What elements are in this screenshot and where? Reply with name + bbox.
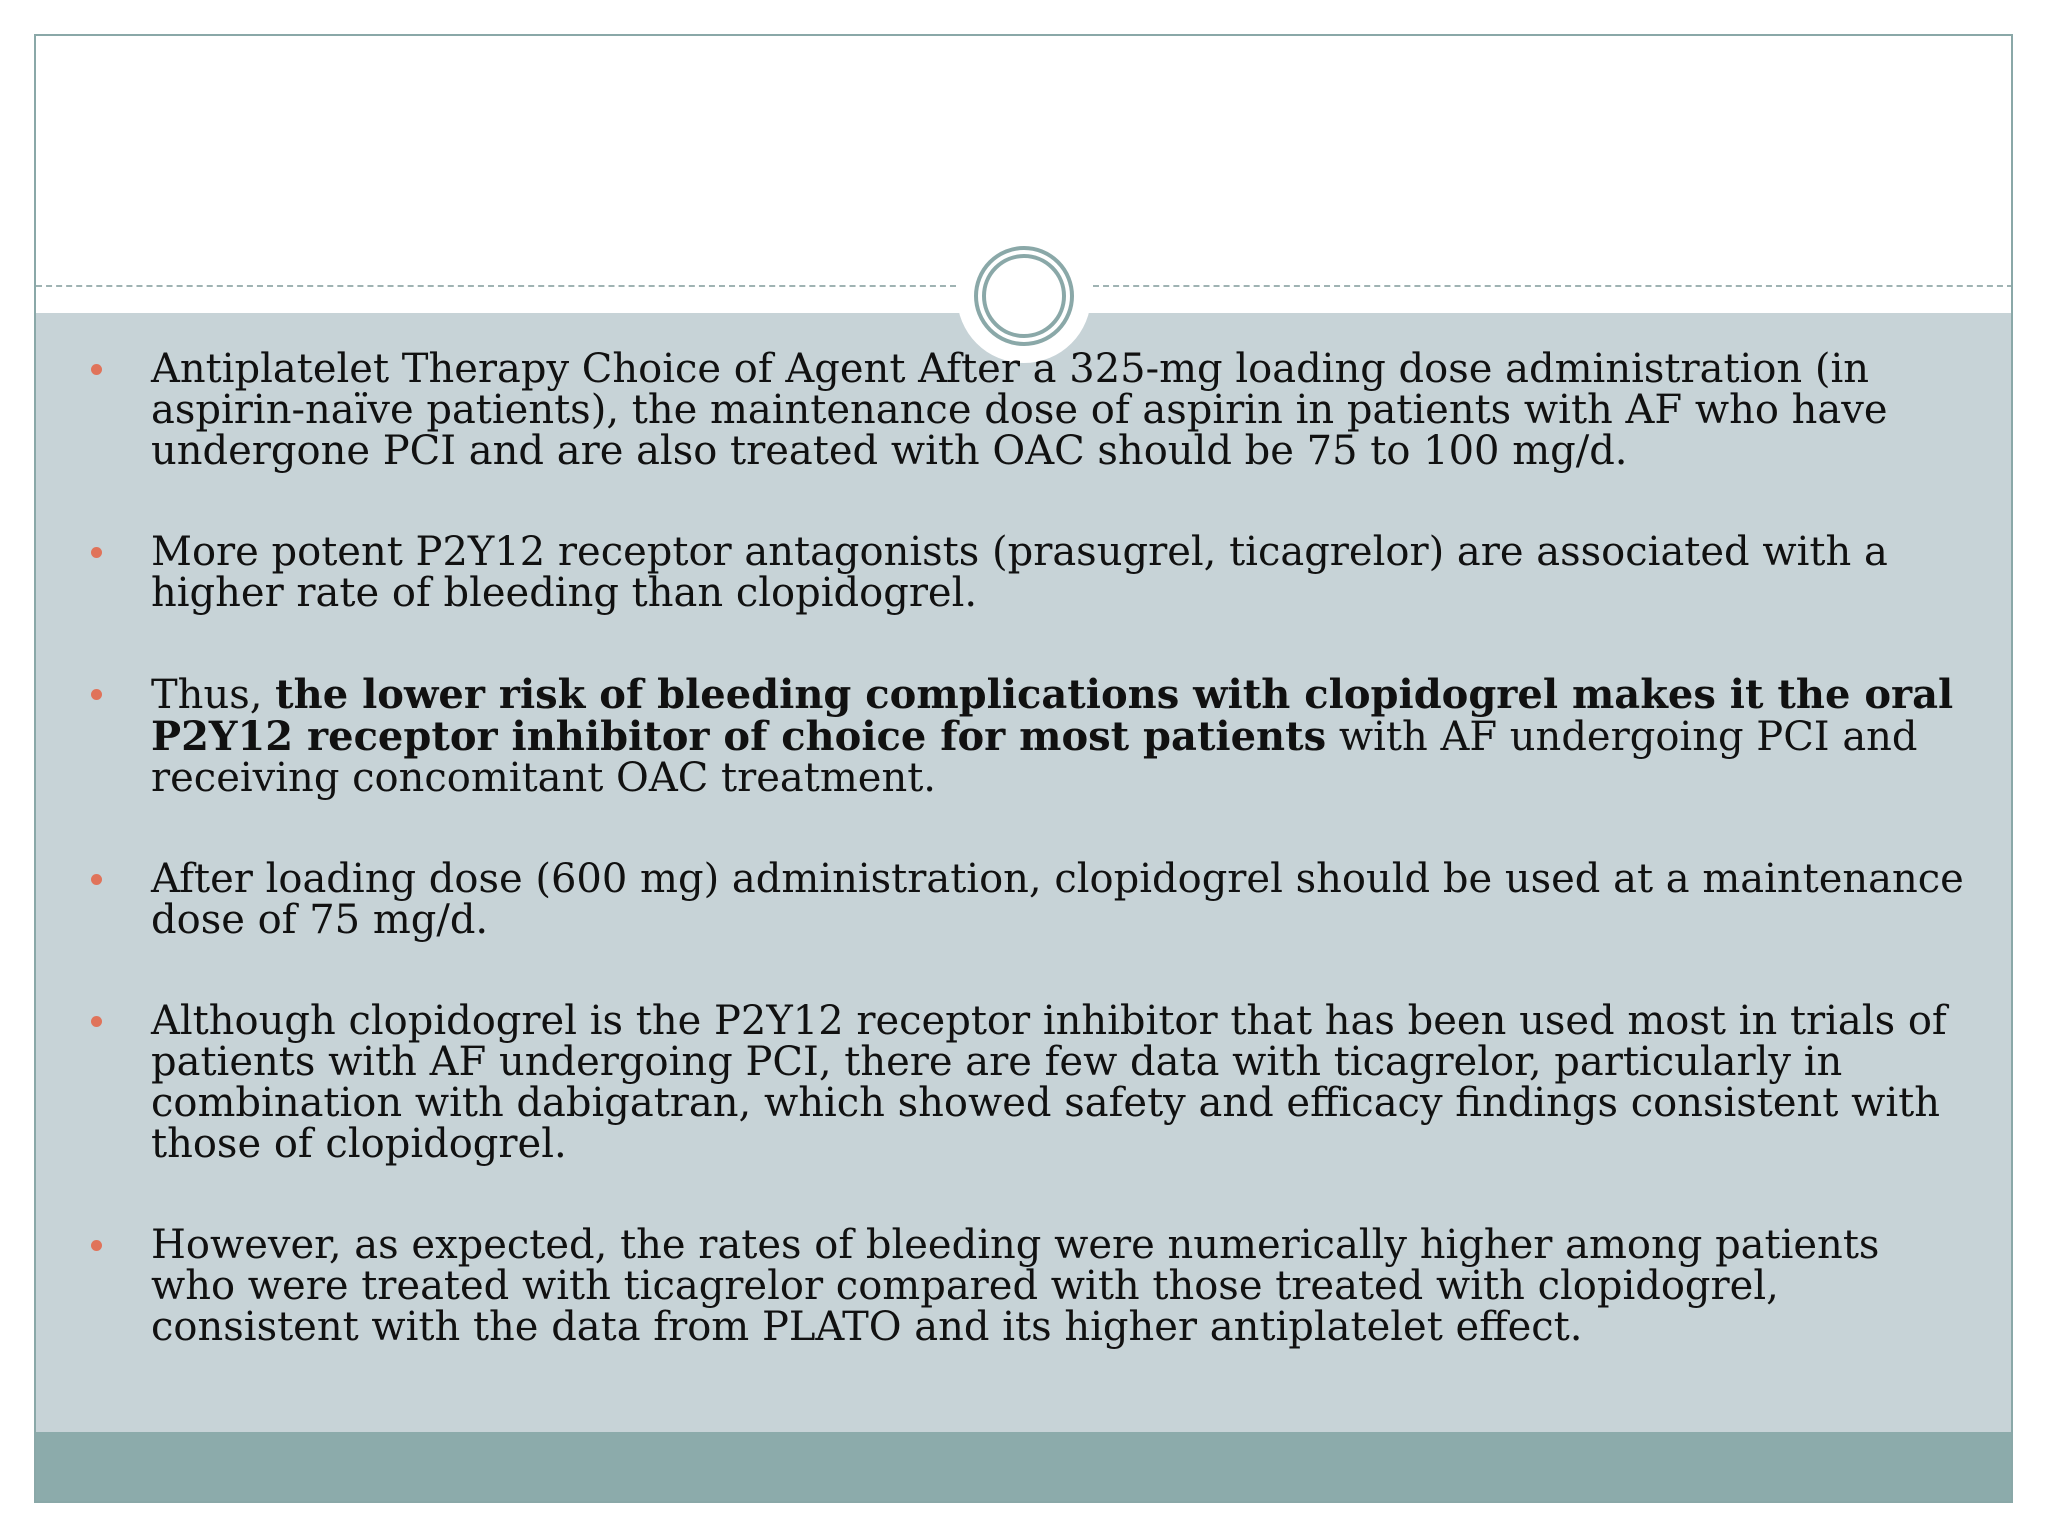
bullet-list [36,346,2013,1408]
bullet-item [36,1222,2013,1350]
bullet-item [36,671,2013,801]
bullet-text-emphasis: the lower risk of bleeding complications with clopidogrel makes it the oral P2Y12 receptor inhibitor of choice for most patients [151,671,1954,760]
bullet-dot-icon [91,364,102,375]
header-divider-left [36,285,956,287]
double-ring-ornament-icon [973,245,1075,347]
bullet-item [36,346,2013,474]
slide [34,34,2013,1503]
bullet-text: Antiplatelet Therapy Choice of Agent After a 325-mg loading dose administration (in aspirin-naïve patients), the maintenance dose of aspirin in patients with AF who have undergone PCI and are also treated with OAC should be 75 to 100 mg/d. [151,346,1888,474]
bullet-text-suffix: with AF undergoing PCI and receiving concomitant OAC treatment. [151,714,1918,801]
bullet-dot-icon [91,1240,102,1251]
header-divider-right [1093,285,2013,287]
bullet-text: More potent P2Y12 receptor antagonists (prasugrel, ticagrelor) are associated with a higher rate of bleeding than clopidogrel. [151,529,1888,616]
bullet-dot-icon [91,1016,102,1027]
bullet-item [36,998,2013,1167]
bullet-text-prefix: Thus, [151,672,276,718]
footer-band [36,1432,2011,1503]
bullet-text: After loading dose (600 mg) administration, clopidogrel should be used at a maintenance dose of 75 mg/d. [151,856,1964,943]
bullet-text: However, as expected, the rates of bleeding were numerically higher among patients who were treated with ticagrelor compared with those treated with clopidogrel, consistent with the data from PLATO and its higher antiplatelet effect. [151,1222,1880,1350]
bullet-item [36,529,2013,616]
bullet-item [36,856,2013,943]
bullet-dot-icon [91,874,102,885]
bullet-dot-icon [91,547,102,558]
bullet-dot-icon [91,689,102,700]
bullet-text: Although clopidogrel is the P2Y12 receptor inhibitor that has been used most in trials of patients with AF undergoing PCI, there are few data with ticagrelor, particularly in combination with dabigatran, which showed safety and efficacy findings consistent with those of clopidogrel. [151,998,1947,1167]
